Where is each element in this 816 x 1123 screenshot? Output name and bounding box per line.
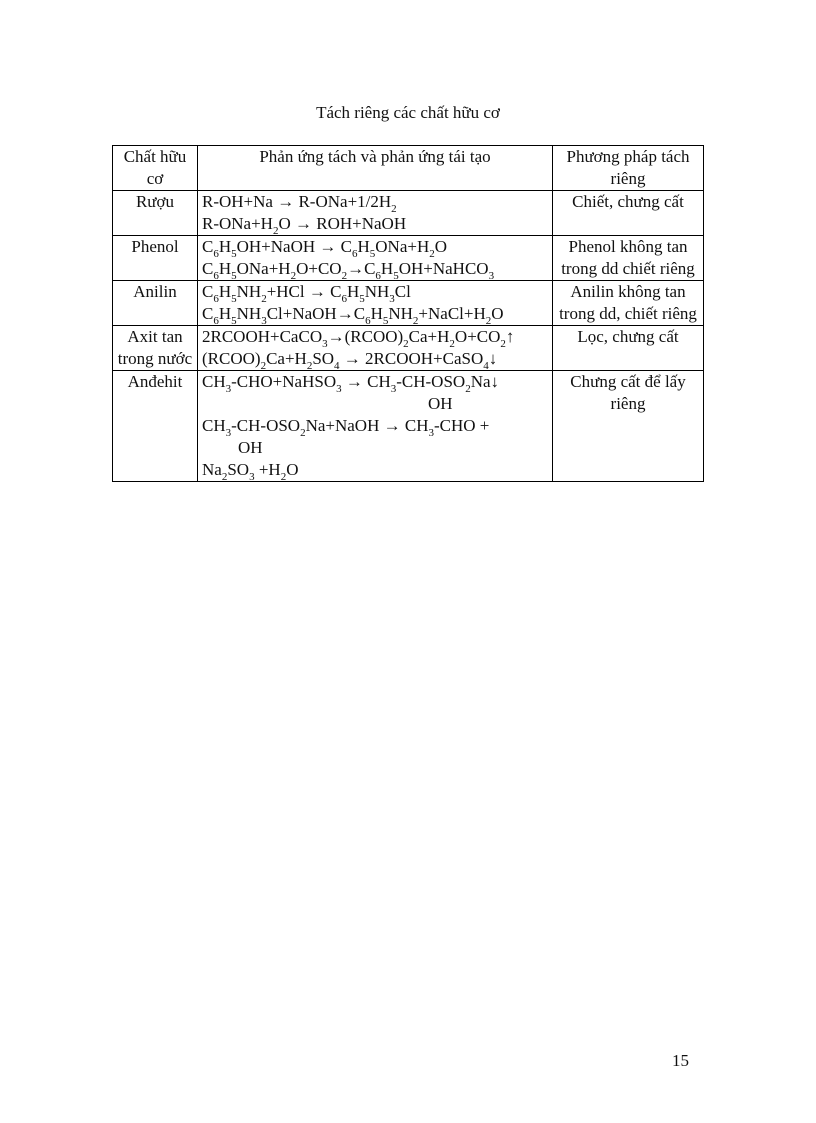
reaction-line: $Na_2SO_3 +H_2O$ (202, 460, 299, 483)
reactions-cell (198, 236, 553, 281)
reaction-line: $C_6H_5OH+NaOH \to C_6H_5ONa+H_2O$ (202, 237, 448, 260)
reaction-line: $(RCOO)_2Ca+H_2SO_4$ → 2RCOOH+CaSO$_4$↓ (202, 349, 498, 372)
table-row (113, 191, 704, 236)
method-cell: Lọc, chưng cất (553, 326, 704, 371)
reaction-line: $C_6H_5ONa+H_2O+CO_2\to C_6H_5OH+NaHCO_3$ (202, 259, 495, 282)
substance-cell: Rượu (113, 191, 198, 236)
table-row (113, 326, 704, 371)
header-reactions: Phản ứng tách và phản ứng tái tạo (198, 146, 553, 191)
substance-cell: Axit tan trong nước (113, 326, 198, 371)
header-method: Phương pháp tách riêng (553, 146, 704, 191)
method-cell: Chiết, chưng cất (553, 191, 704, 236)
reaction-line: $R-ONa+H_2O$ → ROH+NaOH (202, 214, 407, 237)
reaction-line: $C_6H_5NH_2+HCl \to C_6H_5NH_3Cl$ (202, 282, 411, 305)
table-row (113, 281, 704, 326)
reaction-line: $CH_3-CHO+NaHSO_3$ → $CH_3-CH-OSO_2Na↓$ (202, 372, 500, 395)
method-cell: Phenol không tan trong dd chiết riêng (553, 236, 704, 281)
reaction-line: $CH_3-CH-OSO_2Na+NaOH \to CH_3-CHO$ + (202, 416, 490, 439)
reaction-line: $2RCOOH+CaCO_3\to(RCOO)_2Ca+H_2O+CO_2↑$ (202, 327, 515, 350)
substance-cell: Anđehit (113, 371, 198, 482)
separation-table (112, 145, 704, 482)
substance-cell: Anilin (113, 281, 198, 326)
table-header-row (113, 146, 704, 191)
reactions-cell (198, 191, 553, 236)
reaction-line: $R-OH+Na \to R-ONa+1/2H_2$ (202, 192, 397, 215)
page-number: 15 (672, 1051, 689, 1070)
table-row (113, 236, 704, 281)
reaction-line: $C_6H_5NH_3Cl+NaOH\to C_6H_5NH_2+NaCl+H_2O$ (202, 304, 504, 327)
table-row (113, 371, 704, 482)
reactions-cell (198, 281, 553, 326)
substance-cell: Phenol (113, 236, 198, 281)
reaction-line-oh: OH (238, 438, 263, 457)
header-substance: Chất hữu cơ (113, 146, 198, 191)
reactions-cell (198, 371, 553, 482)
method-cell: Anilin không tan trong dd, chiết riêng (553, 281, 704, 326)
method-cell: Chưng cất để lấy riêng (553, 371, 704, 482)
page-title: Tách riêng các chất hữu cơ (316, 103, 500, 122)
reaction-line-oh: OH (428, 394, 453, 413)
reactions-cell (198, 326, 553, 371)
